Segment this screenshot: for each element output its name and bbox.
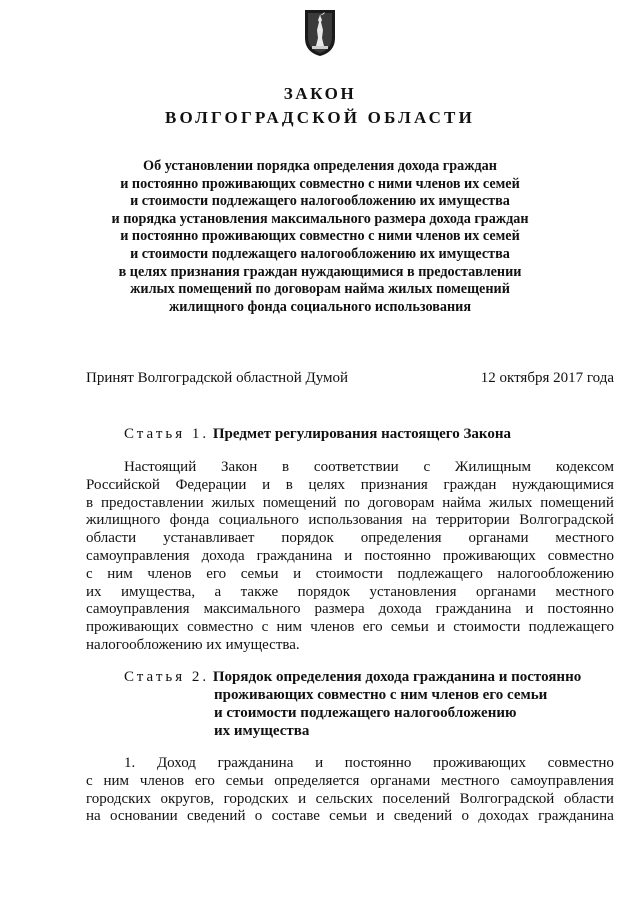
- word: доходах: [478, 808, 529, 825]
- subject-line: и постоянно проживающих совместно с ними членов их семей: [120, 175, 520, 192]
- word: его: [362, 619, 383, 636]
- word: Настоящий: [124, 459, 197, 475]
- word: помещений: [262, 494, 337, 511]
- word: найма: [442, 494, 481, 511]
- subject-line: и порядка установления максимального размера дохода граждан: [111, 210, 529, 227]
- word: постоянно: [344, 755, 412, 771]
- word: Доход: [156, 755, 196, 771]
- word: жилых: [211, 494, 255, 511]
- word: также: [240, 583, 279, 600]
- article-title-cont: проживающих совместно с ним членов его семьи: [214, 687, 548, 703]
- subject-line: Об установлении порядка определения дохода граждан: [143, 158, 497, 174]
- word: подлежащего: [397, 565, 483, 582]
- text-line: [86, 530, 614, 548]
- word: в: [282, 459, 290, 475]
- word: проживающих: [86, 619, 179, 636]
- word: ним: [107, 565, 133, 582]
- law-title: ЗАКОН: [283, 84, 357, 103]
- word: дохода: [378, 601, 422, 618]
- article-1-heading: [124, 425, 511, 443]
- word: сведений: [393, 808, 453, 825]
- word: самоуправления: [86, 601, 190, 618]
- word: гражданина: [256, 547, 333, 564]
- text-line: [86, 584, 614, 602]
- word: и: [376, 808, 385, 825]
- word: с: [86, 772, 93, 789]
- word: использования: [308, 512, 403, 529]
- subject-line: жилищного фонда социального использования: [168, 298, 472, 315]
- article-title-cont: и стоимости подлежащего налогообложению: [214, 705, 517, 721]
- word: совместно: [187, 619, 254, 636]
- word: их: [86, 583, 102, 600]
- word: размера: [314, 601, 365, 618]
- word: устанавливает: [163, 530, 255, 547]
- text-line: [86, 791, 614, 809]
- word: постоянно: [547, 601, 614, 618]
- word: о: [254, 808, 263, 825]
- word: Жилищным: [454, 459, 532, 475]
- word: с: [261, 619, 269, 636]
- article-title-cont: их имущества: [214, 723, 310, 739]
- word: городских: [223, 790, 289, 807]
- region-title: ВОЛГОГРАДСКОЙ ОБЛАСТИ: [164, 108, 476, 127]
- word: фонда: [169, 512, 210, 529]
- adoption-row: [86, 370, 614, 387]
- word: на: [86, 808, 101, 825]
- word: договорам: [367, 494, 435, 511]
- word: жилищного: [86, 512, 161, 529]
- word: социального: [218, 512, 299, 529]
- word: Закон: [221, 459, 258, 475]
- word: Волгоградской: [459, 790, 555, 807]
- word: территории: [436, 512, 510, 529]
- text-line: [86, 637, 614, 655]
- word: с: [423, 459, 431, 475]
- subject-line: и постоянно проживающих совместно с ними членов их семей: [120, 228, 520, 245]
- subject-line: жилых помещений по договорам найма жилых помещений: [130, 281, 510, 298]
- word: семьи: [390, 619, 429, 636]
- word: имущества,: [120, 583, 196, 600]
- word: сведений: [187, 808, 246, 825]
- word: и: [315, 755, 324, 771]
- word: в: [285, 476, 293, 493]
- word: по: [344, 494, 360, 511]
- word: Российской: [86, 476, 160, 493]
- word: местного: [555, 530, 614, 547]
- word: граждан: [443, 476, 497, 493]
- article-title: Порядок определения дохода гражданина и постоянно: [212, 669, 582, 685]
- word: ним: [276, 619, 302, 636]
- word: жилых: [488, 494, 533, 511]
- word: области: [86, 530, 137, 547]
- word: Волгоградской: [519, 512, 614, 529]
- word: и: [344, 547, 353, 564]
- word: признания: [360, 476, 428, 493]
- word: порядок: [281, 530, 334, 547]
- word: в: [86, 494, 94, 511]
- article-label: Статья 2.: [124, 669, 210, 685]
- word: определения: [360, 530, 442, 547]
- word: налогообложению их имущества.: [86, 636, 300, 653]
- word: помещений: [540, 494, 614, 511]
- word: округов,: [160, 790, 215, 807]
- text-line: [86, 459, 614, 477]
- article-label: Статья 1.: [124, 426, 210, 442]
- word: местного: [555, 583, 614, 600]
- word: семьи: [225, 772, 264, 789]
- word: налогообложению: [497, 565, 614, 582]
- word: семьи: [240, 565, 279, 582]
- word: определяется: [274, 772, 360, 789]
- word: составе: [271, 808, 320, 825]
- word: а: [214, 583, 222, 600]
- text-line: [86, 619, 614, 637]
- word: его: [206, 565, 227, 582]
- word: проживающих: [442, 547, 536, 564]
- article-title: Предмет регулирования настоящего Закона: [212, 426, 511, 442]
- word: максимального: [203, 601, 301, 618]
- subject-line: в целях признания граждан нуждающимися в предоставлении: [118, 263, 522, 280]
- word: самоуправления: [510, 772, 614, 789]
- word: органами: [475, 583, 536, 600]
- text-line: [86, 755, 614, 773]
- article-1-text: [86, 459, 614, 655]
- word: городских: [86, 790, 151, 807]
- word: области: [563, 790, 614, 807]
- word: членов: [139, 772, 185, 789]
- word: проживающих: [433, 755, 526, 771]
- word: органами: [468, 530, 529, 547]
- word: стоимости: [453, 619, 521, 636]
- word: стоимости: [315, 565, 383, 582]
- subject-line: и стоимости подлежащего налогообложению их имущества: [130, 193, 510, 210]
- text-line: [86, 601, 614, 619]
- adoption-date: 12 октября 2017 года: [480, 370, 614, 386]
- word: членов: [310, 619, 355, 636]
- word: его: [194, 772, 215, 789]
- law-subject: [90, 158, 550, 316]
- word: 1.: [124, 755, 136, 771]
- word: дохода: [201, 547, 245, 564]
- word: Федерации: [175, 476, 247, 493]
- word: о: [461, 808, 469, 825]
- word: и: [525, 601, 534, 618]
- word: установления: [369, 583, 457, 600]
- text-line: [86, 566, 614, 584]
- word: и: [262, 476, 271, 493]
- word: органами: [370, 772, 431, 789]
- text-line: [86, 512, 614, 530]
- subject-line: и стоимости подлежащего налогообложению их имущества: [130, 245, 510, 262]
- word: самоуправления: [86, 547, 190, 564]
- text-line: [86, 495, 614, 513]
- word: нуждающимися: [512, 476, 614, 493]
- word: членов: [147, 565, 192, 582]
- word: ним: [103, 772, 130, 789]
- text-line: [86, 773, 614, 791]
- word: и: [436, 619, 445, 636]
- word: постоянно: [364, 547, 431, 564]
- article-2-text: [86, 755, 614, 826]
- word: местного: [441, 772, 500, 789]
- word: сельских: [315, 790, 373, 807]
- word: на: [411, 512, 427, 529]
- word: предоставлении: [100, 494, 204, 511]
- coat-of-arms-icon: [303, 8, 337, 58]
- word: и: [298, 790, 307, 807]
- word: и: [293, 565, 302, 582]
- text-line: [86, 477, 614, 495]
- word: гражданина: [435, 601, 512, 618]
- article-2-heading: [124, 668, 582, 739]
- word: соответствии: [313, 459, 399, 475]
- adopted-by: Принят Волгоградской областной Думой: [86, 370, 349, 386]
- word: поселений: [382, 790, 451, 807]
- word: кодексом: [555, 459, 614, 475]
- word: гражданина: [538, 808, 614, 825]
- word: основании: [110, 808, 178, 825]
- word: порядок: [297, 583, 350, 600]
- word: гражданина: [217, 755, 294, 771]
- text-line: [86, 548, 614, 566]
- word: семьи: [329, 808, 368, 825]
- text-line: [86, 808, 614, 826]
- word: с: [86, 565, 93, 582]
- word: совместно: [547, 547, 614, 564]
- word: совместно: [547, 755, 614, 771]
- word: целях: [308, 476, 346, 493]
- word: подлежащего: [528, 619, 614, 636]
